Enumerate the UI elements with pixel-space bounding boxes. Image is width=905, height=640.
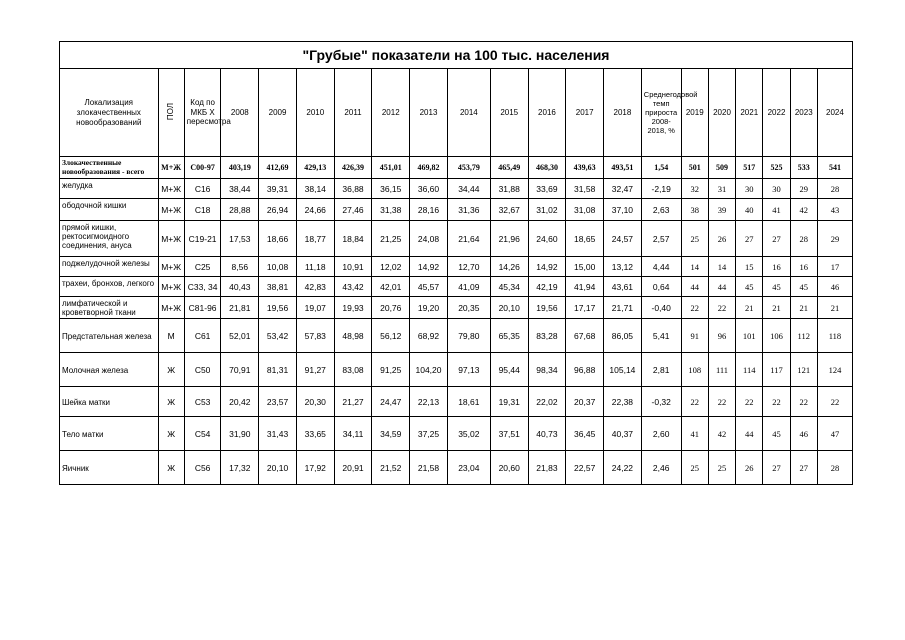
growth-rate-cell: 1,54 xyxy=(641,157,681,179)
value-cell: 465,49 xyxy=(490,157,528,179)
value-cell: 10,08 xyxy=(259,257,297,277)
value-cell: 18,77 xyxy=(296,221,334,257)
value-cell: 17,32 xyxy=(221,451,259,485)
forecast-cell: 26 xyxy=(708,221,735,257)
forecast-cell: 517 xyxy=(736,157,763,179)
forecast-cell: 22 xyxy=(681,297,708,319)
value-cell: 36,15 xyxy=(372,179,410,199)
value-cell: 21,64 xyxy=(447,221,490,257)
value-cell: 20,37 xyxy=(566,387,604,417)
forecast-cell: 112 xyxy=(790,319,817,353)
value-cell: 95,44 xyxy=(490,353,528,387)
icd-code-cell: С81-96 xyxy=(184,297,221,319)
forecast-cell: 14 xyxy=(681,257,708,277)
forecast-cell: 25 xyxy=(708,451,735,485)
value-cell: 21,83 xyxy=(528,451,566,485)
value-cell: 31,58 xyxy=(566,179,604,199)
icd-code-cell: С56 xyxy=(184,451,221,485)
value-cell: 37,51 xyxy=(490,417,528,451)
localization-cell: прямой кишки, ректосигмоидного соединения, ануса xyxy=(60,221,159,257)
value-cell: 20,91 xyxy=(334,451,372,485)
value-cell: 34,59 xyxy=(372,417,410,451)
value-cell: 57,83 xyxy=(296,319,334,353)
growth-rate-cell: 2,63 xyxy=(641,199,681,221)
value-cell: 52,01 xyxy=(221,319,259,353)
incidence-table xyxy=(59,41,853,485)
header-year: 2018 xyxy=(604,69,642,157)
value-cell: 21,27 xyxy=(334,387,372,417)
table-row xyxy=(60,319,853,353)
value-cell: 36,45 xyxy=(566,417,604,451)
sex-cell: Ж xyxy=(158,451,184,485)
value-cell: 26,94 xyxy=(259,199,297,221)
table-row xyxy=(60,387,853,417)
forecast-cell: 117 xyxy=(763,353,790,387)
value-cell: 23,57 xyxy=(259,387,297,417)
value-cell: 43,61 xyxy=(604,277,642,297)
header-year-forecast: 2021 xyxy=(736,69,763,157)
forecast-cell: 43 xyxy=(817,199,852,221)
sex-cell: М+Ж xyxy=(158,297,184,319)
table-row xyxy=(60,277,853,297)
forecast-cell: 22 xyxy=(763,387,790,417)
value-cell: 34,11 xyxy=(334,417,372,451)
header-year: 2010 xyxy=(296,69,334,157)
forecast-cell: 31 xyxy=(708,179,735,199)
value-cell: 20,42 xyxy=(221,387,259,417)
value-cell: 65,35 xyxy=(490,319,528,353)
sex-cell: М+Ж xyxy=(158,199,184,221)
value-cell: 412,69 xyxy=(259,157,297,179)
value-cell: 32,47 xyxy=(604,179,642,199)
icd-code-cell: С50 xyxy=(184,353,221,387)
localization-cell: трахеи, бронхов, легкого xyxy=(60,277,159,297)
value-cell: 40,73 xyxy=(528,417,566,451)
forecast-cell: 45 xyxy=(763,417,790,451)
header-year: 2016 xyxy=(528,69,566,157)
header-year-forecast: 2023 xyxy=(790,69,817,157)
forecast-cell: 22 xyxy=(708,297,735,319)
value-cell: 20,60 xyxy=(490,451,528,485)
value-cell: 37,10 xyxy=(604,199,642,221)
forecast-cell: 21 xyxy=(736,297,763,319)
value-cell: 24,22 xyxy=(604,451,642,485)
value-cell: 21,58 xyxy=(410,451,448,485)
value-cell: 20,30 xyxy=(296,387,334,417)
value-cell: 33,65 xyxy=(296,417,334,451)
value-cell: 12,70 xyxy=(447,257,490,277)
value-cell: 429,13 xyxy=(296,157,334,179)
forecast-cell: 21 xyxy=(817,297,852,319)
value-cell: 28,88 xyxy=(221,199,259,221)
forecast-cell: 22 xyxy=(708,387,735,417)
value-cell: 10,91 xyxy=(334,257,372,277)
value-cell: 97,13 xyxy=(447,353,490,387)
forecast-cell: 41 xyxy=(763,199,790,221)
value-cell: 403,19 xyxy=(221,157,259,179)
value-cell: 468,30 xyxy=(528,157,566,179)
value-cell: 15,00 xyxy=(566,257,604,277)
value-cell: 20,10 xyxy=(259,451,297,485)
icd-code-cell: С18 xyxy=(184,199,221,221)
value-cell: 31,02 xyxy=(528,199,566,221)
forecast-cell: 46 xyxy=(817,277,852,297)
forecast-cell: 22 xyxy=(736,387,763,417)
icd-code-cell: С33, 34 xyxy=(184,277,221,297)
forecast-cell: 28 xyxy=(817,179,852,199)
growth-rate-cell: 0,64 xyxy=(641,277,681,297)
value-cell: 31,38 xyxy=(372,199,410,221)
value-cell: 8,56 xyxy=(221,257,259,277)
forecast-cell: 45 xyxy=(763,277,790,297)
forecast-cell: 47 xyxy=(817,417,852,451)
forecast-cell: 30 xyxy=(736,179,763,199)
value-cell: 32,67 xyxy=(490,199,528,221)
header-year-forecast: 2022 xyxy=(763,69,790,157)
forecast-cell: 21 xyxy=(763,297,790,319)
forecast-cell: 91 xyxy=(681,319,708,353)
value-cell: 45,57 xyxy=(410,277,448,297)
forecast-cell: 42 xyxy=(708,417,735,451)
value-cell: 24,08 xyxy=(410,221,448,257)
forecast-cell: 96 xyxy=(708,319,735,353)
forecast-cell: 16 xyxy=(790,257,817,277)
header-year: 2008 xyxy=(221,69,259,157)
value-cell: 31,08 xyxy=(566,199,604,221)
forecast-cell: 46 xyxy=(790,417,817,451)
forecast-cell: 22 xyxy=(790,387,817,417)
value-cell: 22,13 xyxy=(410,387,448,417)
forecast-cell: 124 xyxy=(817,353,852,387)
value-cell: 426,39 xyxy=(334,157,372,179)
header-sex: ПОЛ xyxy=(166,102,176,120)
sex-cell: М xyxy=(158,319,184,353)
sex-cell: М+Ж xyxy=(158,277,184,297)
value-cell: 19,20 xyxy=(410,297,448,319)
forecast-cell: 15 xyxy=(736,257,763,277)
value-cell: 19,56 xyxy=(528,297,566,319)
header-year-forecast: 2020 xyxy=(708,69,735,157)
table-row xyxy=(60,221,853,257)
localization-cell: поджелудочной железы xyxy=(60,257,159,277)
value-cell: 53,42 xyxy=(259,319,297,353)
header-year: 2015 xyxy=(490,69,528,157)
icd-code-cell: С25 xyxy=(184,257,221,277)
forecast-cell: 501 xyxy=(681,157,708,179)
value-cell: 19,07 xyxy=(296,297,334,319)
value-cell: 81,31 xyxy=(259,353,297,387)
value-cell: 21,71 xyxy=(604,297,642,319)
sex-cell: М+Ж xyxy=(158,257,184,277)
forecast-cell: 44 xyxy=(681,277,708,297)
header-year: 2013 xyxy=(410,69,448,157)
value-cell: 22,57 xyxy=(566,451,604,485)
header-year: 2014 xyxy=(447,69,490,157)
localization-cell: Предстательная железа xyxy=(60,319,159,353)
value-cell: 56,12 xyxy=(372,319,410,353)
value-cell: 42,19 xyxy=(528,277,566,297)
value-cell: 31,90 xyxy=(221,417,259,451)
value-cell: 439,63 xyxy=(566,157,604,179)
value-cell: 12,02 xyxy=(372,257,410,277)
value-cell: 23,04 xyxy=(447,451,490,485)
value-cell: 451,01 xyxy=(372,157,410,179)
forecast-cell: 32 xyxy=(681,179,708,199)
forecast-cell: 25 xyxy=(681,221,708,257)
value-cell: 40,37 xyxy=(604,417,642,451)
header-year: 2009 xyxy=(259,69,297,157)
value-cell: 19,93 xyxy=(334,297,372,319)
value-cell: 39,31 xyxy=(259,179,297,199)
header-year: 2017 xyxy=(566,69,604,157)
sex-cell: Ж xyxy=(158,387,184,417)
forecast-cell: 44 xyxy=(708,277,735,297)
value-cell: 17,92 xyxy=(296,451,334,485)
header-year-forecast: 2024 xyxy=(817,69,852,157)
localization-cell: Молочная железа xyxy=(60,353,159,387)
value-cell: 14,26 xyxy=(490,257,528,277)
forecast-cell: 38 xyxy=(681,199,708,221)
localization-cell: ободочной кишки xyxy=(60,199,159,221)
value-cell: 83,08 xyxy=(334,353,372,387)
value-cell: 14,92 xyxy=(528,257,566,277)
forecast-cell: 14 xyxy=(708,257,735,277)
value-cell: 41,94 xyxy=(566,277,604,297)
localization-cell: лимфатической и кроветворной ткани xyxy=(60,297,159,319)
value-cell: 104,20 xyxy=(410,353,448,387)
forecast-cell: 28 xyxy=(817,451,852,485)
sex-cell: М+Ж xyxy=(158,221,184,257)
value-cell: 38,81 xyxy=(259,277,297,297)
sex-cell: М+Ж xyxy=(158,179,184,199)
forecast-cell: 22 xyxy=(817,387,852,417)
value-cell: 19,31 xyxy=(490,387,528,417)
value-cell: 27,46 xyxy=(334,199,372,221)
value-cell: 22,02 xyxy=(528,387,566,417)
value-cell: 13,12 xyxy=(604,257,642,277)
icd-code-cell: С53 xyxy=(184,387,221,417)
value-cell: 31,88 xyxy=(490,179,528,199)
forecast-cell: 16 xyxy=(763,257,790,277)
value-cell: 469,82 xyxy=(410,157,448,179)
growth-rate-cell: 2,81 xyxy=(641,353,681,387)
forecast-cell: 41 xyxy=(681,417,708,451)
value-cell: 31,36 xyxy=(447,199,490,221)
header-code: Код по МКБ X пересмотра xyxy=(184,69,221,157)
value-cell: 20,35 xyxy=(447,297,490,319)
forecast-cell: 28 xyxy=(790,221,817,257)
value-cell: 70,91 xyxy=(221,353,259,387)
forecast-cell: 17 xyxy=(817,257,852,277)
value-cell: 105,14 xyxy=(604,353,642,387)
document-page xyxy=(59,41,853,485)
growth-rate-cell: 2,46 xyxy=(641,451,681,485)
forecast-cell: 45 xyxy=(790,277,817,297)
localization-cell: Яичник xyxy=(60,451,159,485)
value-cell: 43,42 xyxy=(334,277,372,297)
total-row xyxy=(60,157,853,179)
forecast-cell: 108 xyxy=(681,353,708,387)
sex-cell: Ж xyxy=(158,417,184,451)
icd-code-cell: С54 xyxy=(184,417,221,451)
icd-code-cell: C00-97 xyxy=(184,157,221,179)
icd-code-cell: С61 xyxy=(184,319,221,353)
growth-rate-cell: -0,32 xyxy=(641,387,681,417)
value-cell: 19,56 xyxy=(259,297,297,319)
value-cell: 68,92 xyxy=(410,319,448,353)
forecast-cell: 525 xyxy=(763,157,790,179)
value-cell: 17,53 xyxy=(221,221,259,257)
forecast-cell: 114 xyxy=(736,353,763,387)
header-growth-rate: Среднегодовой темп прироста 2008-2018, % xyxy=(641,69,681,157)
localization-cell: Шейка матки xyxy=(60,387,159,417)
table-row xyxy=(60,297,853,319)
forecast-cell: 27 xyxy=(763,221,790,257)
value-cell: 24,66 xyxy=(296,199,334,221)
forecast-cell: 22 xyxy=(681,387,708,417)
sex-cell: Ж xyxy=(158,353,184,387)
sex-cell: М+Ж xyxy=(158,157,184,179)
value-cell: 37,25 xyxy=(410,417,448,451)
table-row xyxy=(60,199,853,221)
table-body xyxy=(60,157,853,485)
value-cell: 21,25 xyxy=(372,221,410,257)
value-cell: 21,52 xyxy=(372,451,410,485)
forecast-cell: 27 xyxy=(790,451,817,485)
value-cell: 36,88 xyxy=(334,179,372,199)
forecast-cell: 25 xyxy=(681,451,708,485)
value-cell: 42,01 xyxy=(372,277,410,297)
table-row xyxy=(60,353,853,387)
forecast-cell: 111 xyxy=(708,353,735,387)
forecast-cell: 39 xyxy=(708,199,735,221)
icd-code-cell: С19-21 xyxy=(184,221,221,257)
table-row xyxy=(60,451,853,485)
table-title: "Грубые" показатели на 100 тыс. населения xyxy=(60,42,853,69)
value-cell: 36,60 xyxy=(410,179,448,199)
table-row xyxy=(60,257,853,277)
value-cell: 33,69 xyxy=(528,179,566,199)
value-cell: 21,81 xyxy=(221,297,259,319)
value-cell: 67,68 xyxy=(566,319,604,353)
growth-rate-cell: -2,19 xyxy=(641,179,681,199)
forecast-cell: 27 xyxy=(736,221,763,257)
value-cell: 18,66 xyxy=(259,221,297,257)
value-cell: 79,80 xyxy=(447,319,490,353)
icd-code-cell: С16 xyxy=(184,179,221,199)
header-localization: Локализация злокачественных новообразований xyxy=(60,69,159,157)
value-cell: 83,28 xyxy=(528,319,566,353)
forecast-cell: 509 xyxy=(708,157,735,179)
value-cell: 86,05 xyxy=(604,319,642,353)
localization-cell: Злокачественные новообразования - всего xyxy=(60,157,159,179)
value-cell: 42,83 xyxy=(296,277,334,297)
header-year: 2012 xyxy=(372,69,410,157)
value-cell: 24,47 xyxy=(372,387,410,417)
table-row xyxy=(60,179,853,199)
forecast-cell: 45 xyxy=(736,277,763,297)
value-cell: 18,61 xyxy=(447,387,490,417)
forecast-cell: 29 xyxy=(790,179,817,199)
forecast-cell: 101 xyxy=(736,319,763,353)
header-row xyxy=(60,69,853,157)
value-cell: 48,98 xyxy=(334,319,372,353)
value-cell: 22,38 xyxy=(604,387,642,417)
value-cell: 98,34 xyxy=(528,353,566,387)
forecast-cell: 44 xyxy=(736,417,763,451)
value-cell: 18,84 xyxy=(334,221,372,257)
value-cell: 96,88 xyxy=(566,353,604,387)
table-row xyxy=(60,417,853,451)
value-cell: 11,18 xyxy=(296,257,334,277)
forecast-cell: 42 xyxy=(790,199,817,221)
value-cell: 91,25 xyxy=(372,353,410,387)
value-cell: 24,60 xyxy=(528,221,566,257)
header-year: 2011 xyxy=(334,69,372,157)
value-cell: 20,76 xyxy=(372,297,410,319)
growth-rate-cell: -0,40 xyxy=(641,297,681,319)
forecast-cell: 29 xyxy=(817,221,852,257)
value-cell: 21,96 xyxy=(490,221,528,257)
value-cell: 38,14 xyxy=(296,179,334,199)
forecast-cell: 106 xyxy=(763,319,790,353)
value-cell: 40,43 xyxy=(221,277,259,297)
growth-rate-cell: 4,44 xyxy=(641,257,681,277)
value-cell: 18,65 xyxy=(566,221,604,257)
value-cell: 24,57 xyxy=(604,221,642,257)
forecast-cell: 27 xyxy=(763,451,790,485)
value-cell: 35,02 xyxy=(447,417,490,451)
value-cell: 38,44 xyxy=(221,179,259,199)
localization-cell: желудка xyxy=(60,179,159,199)
value-cell: 41,09 xyxy=(447,277,490,297)
value-cell: 493,51 xyxy=(604,157,642,179)
forecast-cell: 30 xyxy=(763,179,790,199)
header-sex-cell xyxy=(158,69,184,157)
forecast-cell: 26 xyxy=(736,451,763,485)
growth-rate-cell: 2,57 xyxy=(641,221,681,257)
growth-rate-cell: 5,41 xyxy=(641,319,681,353)
localization-cell: Тело матки xyxy=(60,417,159,451)
value-cell: 20,10 xyxy=(490,297,528,319)
forecast-cell: 121 xyxy=(790,353,817,387)
value-cell: 453,79 xyxy=(447,157,490,179)
forecast-cell: 541 xyxy=(817,157,852,179)
value-cell: 91,27 xyxy=(296,353,334,387)
value-cell: 17,17 xyxy=(566,297,604,319)
value-cell: 14,92 xyxy=(410,257,448,277)
header-year-forecast: 2019 xyxy=(681,69,708,157)
value-cell: 45,34 xyxy=(490,277,528,297)
forecast-cell: 40 xyxy=(736,199,763,221)
value-cell: 34,44 xyxy=(447,179,490,199)
forecast-cell: 533 xyxy=(790,157,817,179)
value-cell: 31,43 xyxy=(259,417,297,451)
value-cell: 28,16 xyxy=(410,199,448,221)
forecast-cell: 21 xyxy=(790,297,817,319)
growth-rate-cell: 2,60 xyxy=(641,417,681,451)
forecast-cell: 118 xyxy=(817,319,852,353)
